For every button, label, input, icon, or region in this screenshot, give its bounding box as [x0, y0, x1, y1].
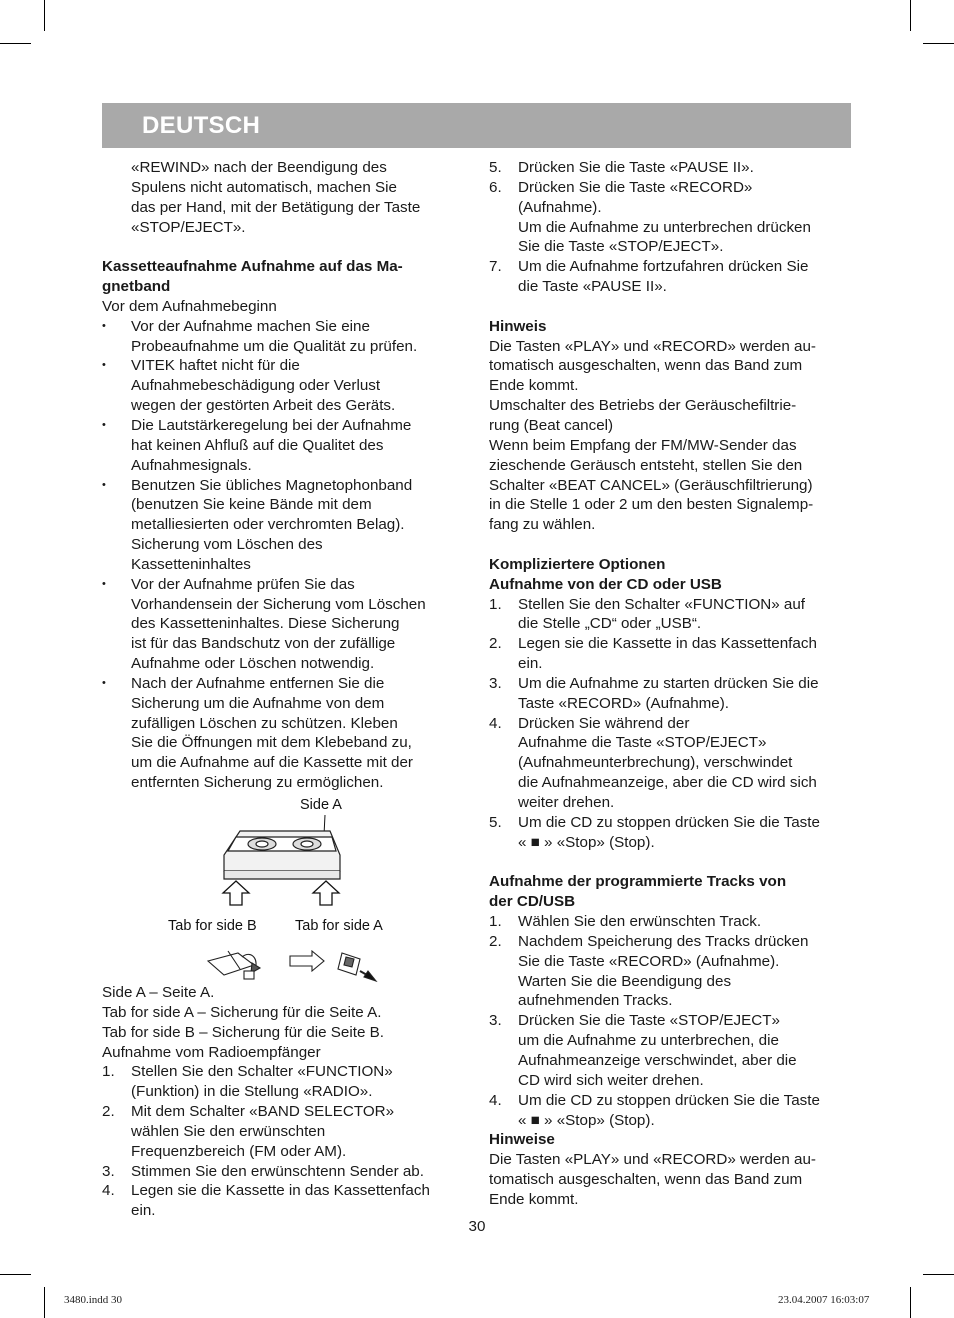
hinweis-paragraph: Die Tasten «PLAY» und «RECORD» werden au- tomatisch ausgeschalten, wenn das Band zum Ende kommt. Umschalter des Betriebs der Geräuschefiltrie- rung (Beat cancel) Wenn beim Empfang der FM/MW-Sender das zieschende Geräusch entsteht, stellen Sie den Schalter «BEAT CANCEL» (Geräuschfiltrierung) in die Stelle 1 oder 2 um den besten Signalemp- fang zu wählen.	[489, 337, 816, 534]
side-a-label: Side A	[300, 797, 342, 813]
section-title: DEUTSCH	[142, 112, 261, 139]
list-item: 4. Drücken Sie während der Aufnahme die Taste «STOP/EJECT» (Aufnahmeunterbrechung), verschwindet die Aufnahmeanzeige, aber die CD wird sich weiter drehen.	[489, 714, 817, 811]
list-item: • Vor der Aufnahme machen Sie eine Probeaufnahme um die Qualität zu prüfen.	[102, 317, 418, 355]
radio-recording-label: Aufnahme vom Radioempfänger	[102, 1043, 321, 1061]
section-header	[102, 103, 851, 148]
page-number: 30	[468, 1218, 486, 1235]
programmed-tracks-heading: Aufnahme der programmierte Tracks von der CD/USB	[489, 873, 787, 911]
heading-cassette-recording: Kassetteaufnahme Aufnahme auf das Ma- gnetband	[102, 258, 403, 296]
crop-mark	[923, 43, 954, 44]
right-column	[489, 158, 854, 1210]
hinweise-heading: Hinweise	[489, 1131, 555, 1149]
list-item: 1. Stellen Sie den Schalter «FUNCTION» auf die Stelle „CD“ oder „USB“.	[489, 595, 806, 633]
list-item: 3. Um die Aufnahme zu starten drücken Sie die Taste «RECORD» (Aufnahme).	[489, 674, 819, 712]
list-item: • Vor der Aufnahme prüfen Sie das Vorhandensein der Sicherung vom Löschen des Kassetteninhaltes. Diese Sicherung ist für das Bandschutz von der zufällige Aufnahme oder Löschen notwendig.	[102, 575, 426, 673]
crop-mark	[910, 1287, 911, 1318]
list-item: 2. Mit dem Schalter «BAND SELECTOR» wählen Sie den erwünschten Frequenzbereich (FM oder AM).	[102, 1103, 395, 1160]
tab-b-label: Tab for side B	[168, 918, 257, 934]
crop-mark	[44, 1287, 45, 1318]
list-item: 7. Um die Aufnahme fortzufahren drücken Sie die Taste «PAUSE II».	[489, 258, 809, 296]
complex-options-heading: Kompliziertere Optionen Aufnahme von der CD oder USB	[489, 555, 722, 593]
list-item: • Nach der Aufnahme entfernen Sie die Sicherung um die Aufnahme von dem zufälligen Löschen zu schützen. Kleben Sie die Öffnungen mit dem Klebeband zu, um die Aufnahme auf die Kassette mit der entfernten Sicherung zu ermöglichen.	[102, 674, 413, 792]
list-item: • VITEK haftet nicht für die Aufnahmebeschädigung oder Verlust wegen der gestörten Arbeit des Geräts.	[102, 357, 396, 415]
crop-mark	[923, 1274, 954, 1275]
intro-paragraph: «REWIND» nach der Beendigung des Spulens nicht automatisch, machen Sie das per Hand, mit der Betätigung der Taste «STOP/EJECT».	[131, 159, 421, 236]
legend-side-a: Side A – Seite A.	[102, 984, 215, 1001]
hinweis-heading: Hinweis	[489, 317, 547, 335]
hinweise-paragraph: Die Tasten «PLAY» und «RECORD» werden au- tomatisch ausgeschalten, wenn das Band zum Ende kommt.	[489, 1151, 816, 1208]
list-item: 3. Drücken Sie die Taste «STOP/EJECT» um die Aufnahme zu unterbrechen, die Aufnahmeanzeige verschwindet, aber die CD wird sich weiter drehen.	[489, 1012, 797, 1089]
list-item: 4. Legen sie die Kassette in das Kassettenfach ein.	[102, 1182, 430, 1220]
footer-datetime: 23.04.2007 16:03:07	[778, 1294, 870, 1306]
list-item: 3. Stimmen Sie den erwünschtenn Sender ab.	[102, 1162, 424, 1180]
list-item: 2. Nachdem Speicherung des Tracks drücken Sie die Taste «RECORD» (Aufnahme). Warten Sie die Beendigung des aufnehmenden Tracks.	[489, 932, 809, 1010]
crop-mark	[44, 0, 45, 31]
list-item: 5. Um die CD zu stoppen drücken Sie die Taste « ■ » «Stop» (Stop).	[489, 813, 820, 851]
list-item: 4. Um die CD zu stoppen drücken Sie die Taste « ■ » «Stop» (Stop).	[489, 1091, 820, 1129]
legend-tab-a: Tab for side A – Sicherung für die Seite A.	[102, 1003, 382, 1021]
legend-tab-b: Tab for side B – Sicherung für die Seite B.	[102, 1023, 384, 1041]
list-item: • Benutzen Sie übliches Magnetophonband (benutzen Sie keine Bände mit dem metalliesierten oder verchromten Belag). Sicherung vom Löschen des Kassetteninhaltes	[102, 476, 413, 573]
list-item: • Die Lautstärkeregelung bei der Aufnahme hat keinen Ahfluß auf die Qualitet des Aufnahmesignals.	[102, 416, 412, 474]
cassette-tab-figure	[102, 793, 464, 983]
list-item: 1. Stellen Sie den Schalter «FUNCTION» (Funktion) in die Stellung «RADIO».	[102, 1063, 393, 1101]
list-item: 1. Wählen Sie den erwünschten Track.	[489, 913, 762, 931]
tab-a-label: Tab for side A	[295, 918, 383, 934]
crop-mark	[0, 43, 31, 44]
crop-mark	[0, 1274, 31, 1275]
crop-mark	[910, 0, 911, 31]
list-item: 2. Legen sie die Kassette in das Kassettenfach ein.	[489, 635, 817, 673]
footer-file: 3480.indd 30	[64, 1294, 123, 1306]
list-item: 6. Drücken Sie die Taste «RECORD» (Aufnahme). Um die Aufnahme zu unterbrechen drücken Sie die Taste «STOP/EJECT».	[489, 178, 811, 256]
pre-record-label: Vor dem Aufnahmebeginn	[102, 297, 277, 315]
cassette-illustration	[102, 793, 464, 983]
left-column	[102, 158, 464, 1221]
list-item: 5. Drücken Sie die Taste «PAUSE II».	[489, 159, 754, 176]
